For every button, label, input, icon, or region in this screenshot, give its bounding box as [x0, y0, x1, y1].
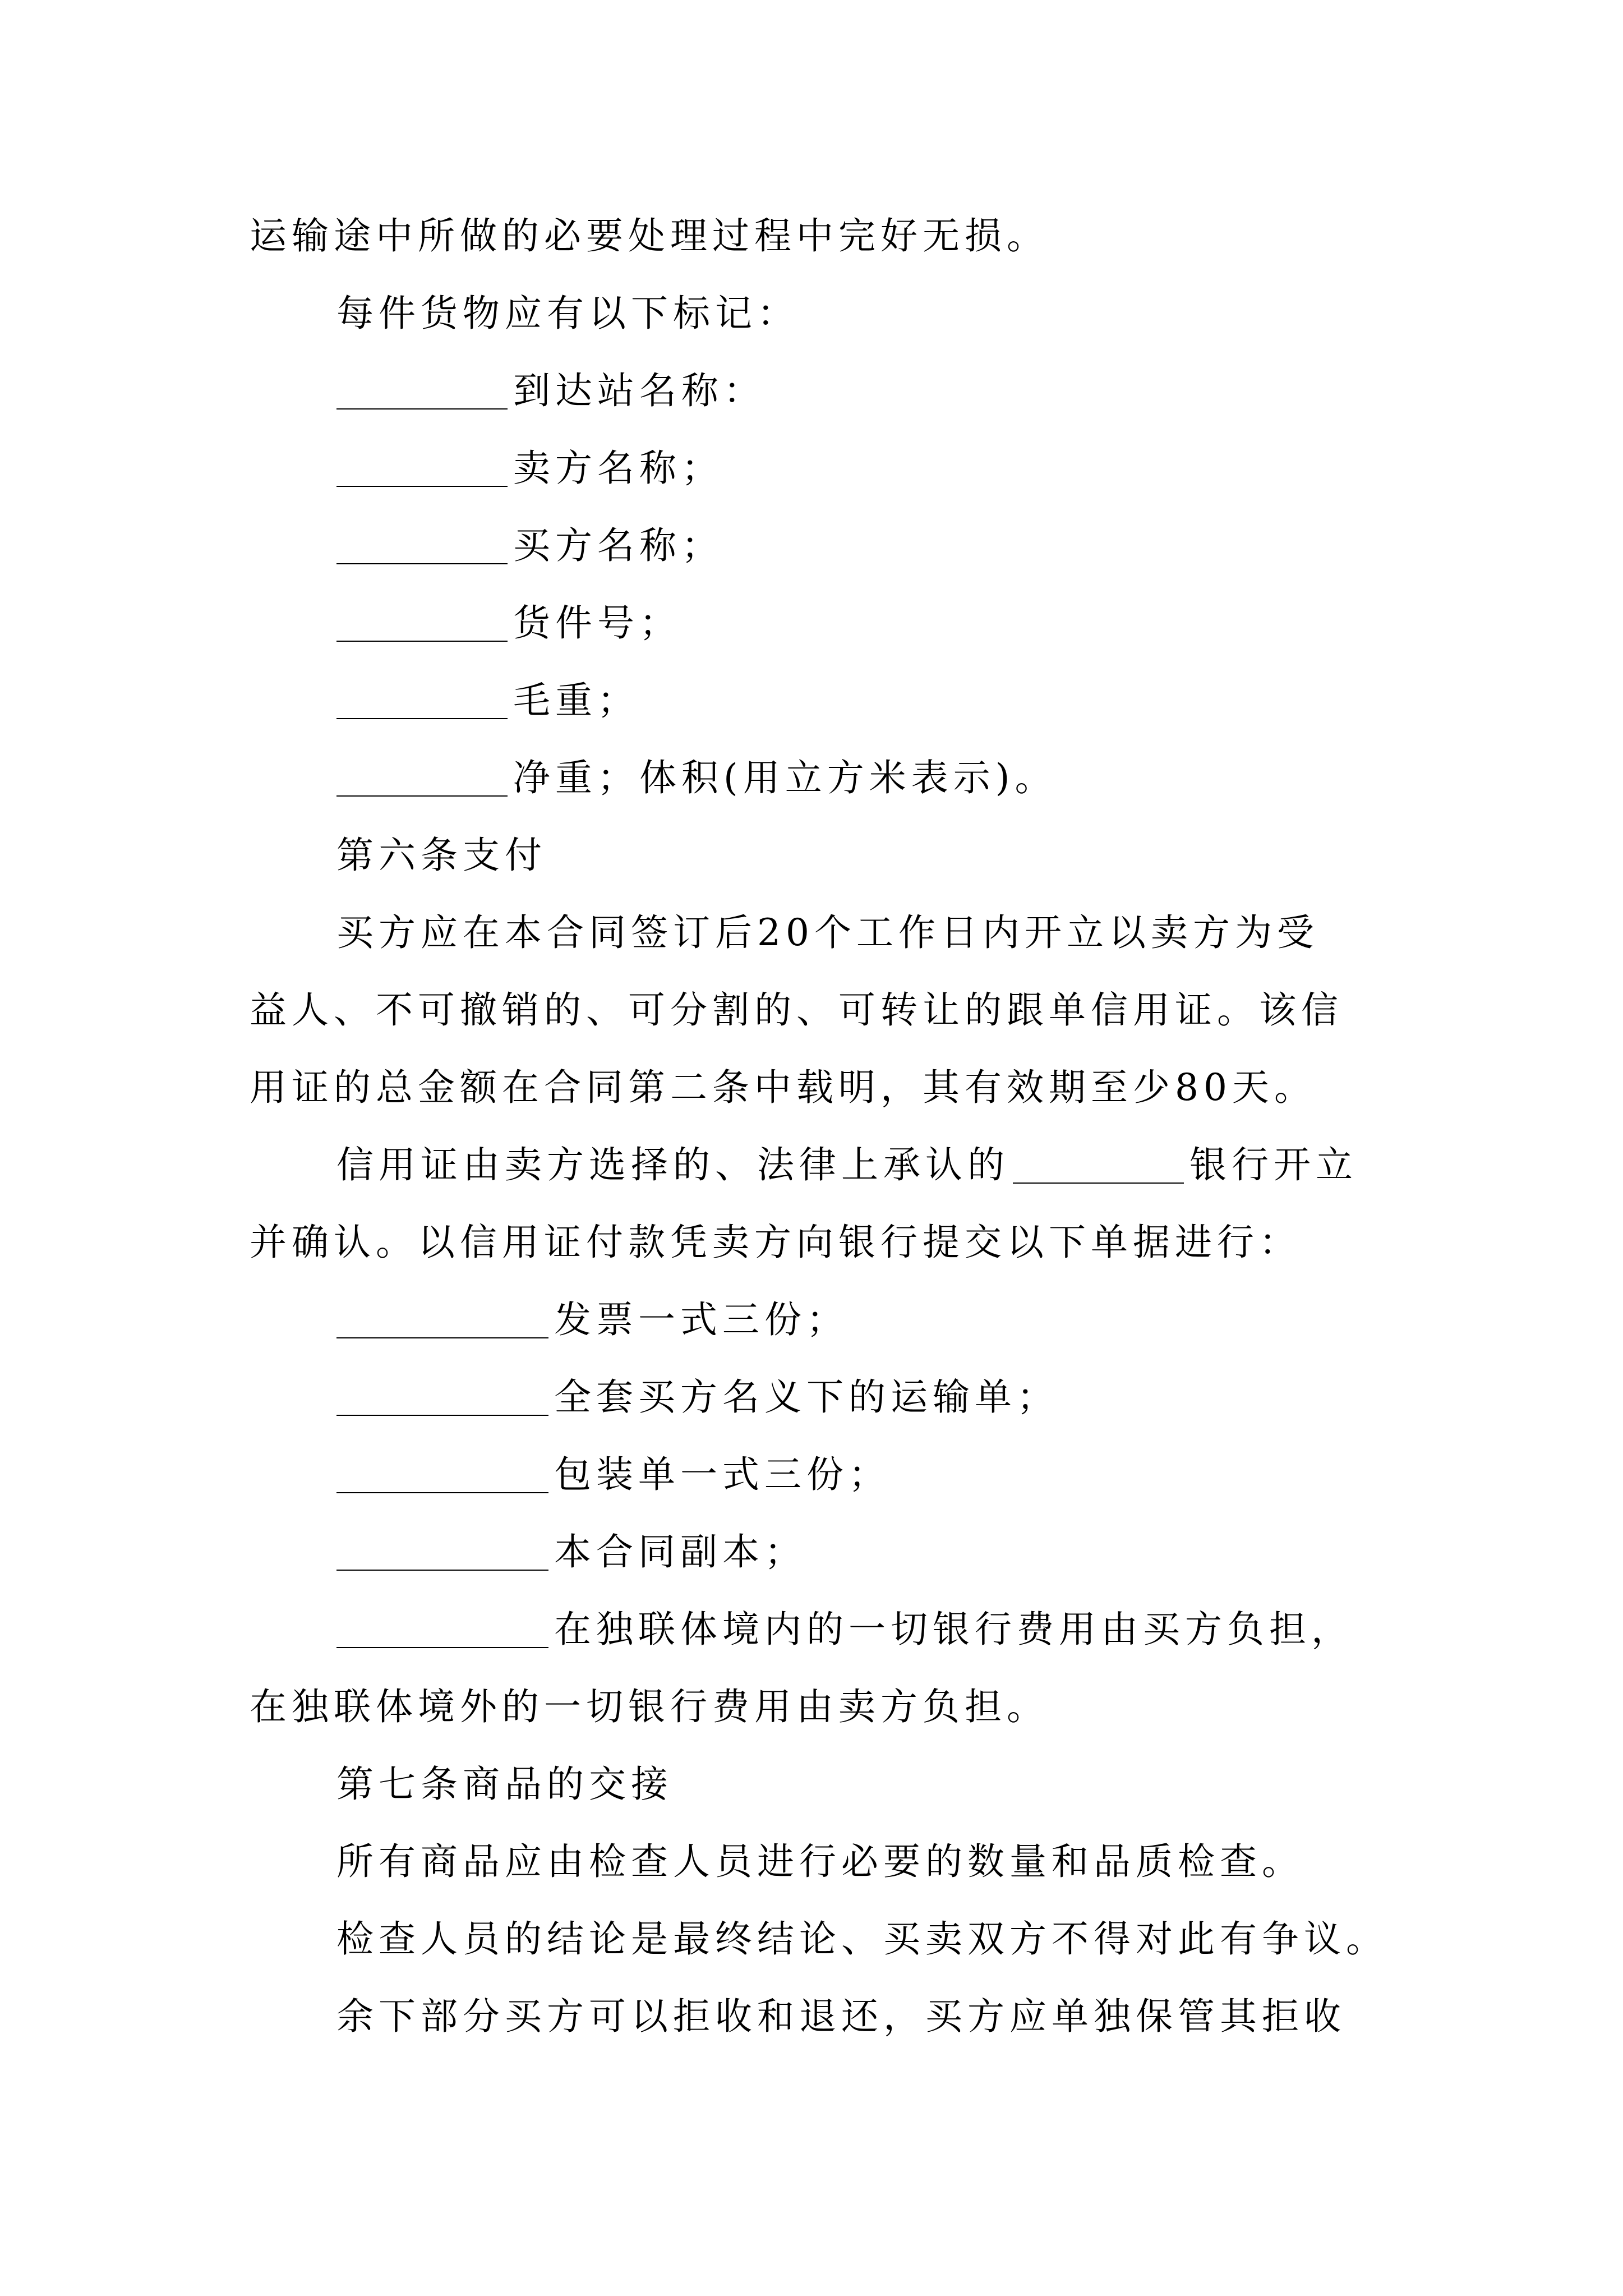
paragraph-line	[250, 1221, 1301, 1264]
text: 净重；体积(用立方米表示)。	[513, 756, 1057, 799]
text: 买方应在本合同签订后20个工作日内开立以卖方为受	[336, 911, 1319, 954]
paragraph-line	[336, 911, 1319, 954]
text: 每件货物应有以下标记：	[336, 292, 799, 335]
fill-in-blank	[336, 452, 508, 487]
document-item	[336, 1453, 891, 1496]
text: 用证的总金额在合同第二条中载明，其有效期至少80天。	[250, 1066, 1316, 1109]
fill-in-blank	[336, 607, 508, 642]
text: 第六条支付	[336, 834, 547, 877]
fill-in-blank	[336, 684, 508, 719]
paragraph-line	[336, 1143, 1358, 1186]
text: 卖方名称；	[513, 447, 723, 490]
text: 并确认。以信用证付款凭卖方向银行提交以下单据进行：	[250, 1221, 1301, 1264]
text: 余下部分买方可以拒收和退还，买方应单独保管其拒收	[336, 1995, 1346, 2038]
text: 检查人员的结论是最终结论、买卖双方不得对此有争议。	[336, 1917, 1388, 1961]
section-heading	[336, 834, 547, 877]
paragraph-line	[250, 1685, 1049, 1728]
paragraph-line	[336, 292, 799, 335]
text: 信用证由卖方选择的、法律上承认的	[336, 1143, 1009, 1186]
fill-in-blank	[336, 375, 508, 409]
text: 第七条商品的交接	[336, 1763, 673, 1806]
marking-item	[336, 756, 1057, 799]
fill-in-blank	[336, 1458, 548, 1493]
document-item	[336, 1608, 1353, 1651]
text: 银行开立	[1189, 1143, 1358, 1186]
fill-in-blank	[1013, 1149, 1184, 1184]
paragraph-line	[250, 988, 1343, 1032]
paragraph-line	[250, 1066, 1316, 1109]
fill-in-blank	[336, 1381, 548, 1416]
document-item	[336, 1375, 1059, 1419]
text: 包装单一式三份；	[554, 1453, 891, 1496]
text: 在独联体境内的一切银行费用由买方负担，	[554, 1608, 1353, 1651]
section-heading	[336, 1763, 673, 1806]
document-item	[336, 1298, 849, 1341]
text: 货件号；	[513, 601, 681, 645]
text: 发票一式三份；	[554, 1298, 849, 1341]
fill-in-blank	[336, 762, 508, 797]
text: 买方名称；	[513, 524, 723, 567]
text: 在独联体境外的一切银行费用由卖方负担。	[250, 1685, 1049, 1728]
marking-item	[336, 369, 766, 412]
paragraph-line	[336, 1917, 1388, 1961]
marking-item	[336, 524, 723, 567]
text: 本合同副本；	[554, 1530, 806, 1573]
paragraph-line	[250, 214, 1049, 257]
fill-in-blank	[336, 1304, 548, 1338]
fill-in-blank	[336, 1613, 548, 1648]
fill-in-blank	[336, 530, 508, 564]
text: 到达站名称：	[513, 369, 766, 412]
text: 益人、不可撤销的、可分割的、可转让的跟单信用证。该信	[250, 988, 1343, 1032]
text: 所有商品应由检查人员进行必要的数量和品质检查。	[336, 1840, 1304, 1883]
paragraph-line	[336, 1840, 1304, 1883]
marking-item	[336, 601, 681, 645]
document-item	[336, 1530, 806, 1573]
text: 毛重；	[513, 679, 639, 722]
fill-in-blank	[336, 1536, 548, 1571]
paragraph-line	[336, 1995, 1346, 2038]
text: 全套买方名义下的运输单；	[554, 1375, 1059, 1419]
marking-item	[336, 679, 639, 722]
text: 运输途中所做的必要处理过程中完好无损。	[250, 214, 1049, 257]
marking-item	[336, 447, 723, 490]
